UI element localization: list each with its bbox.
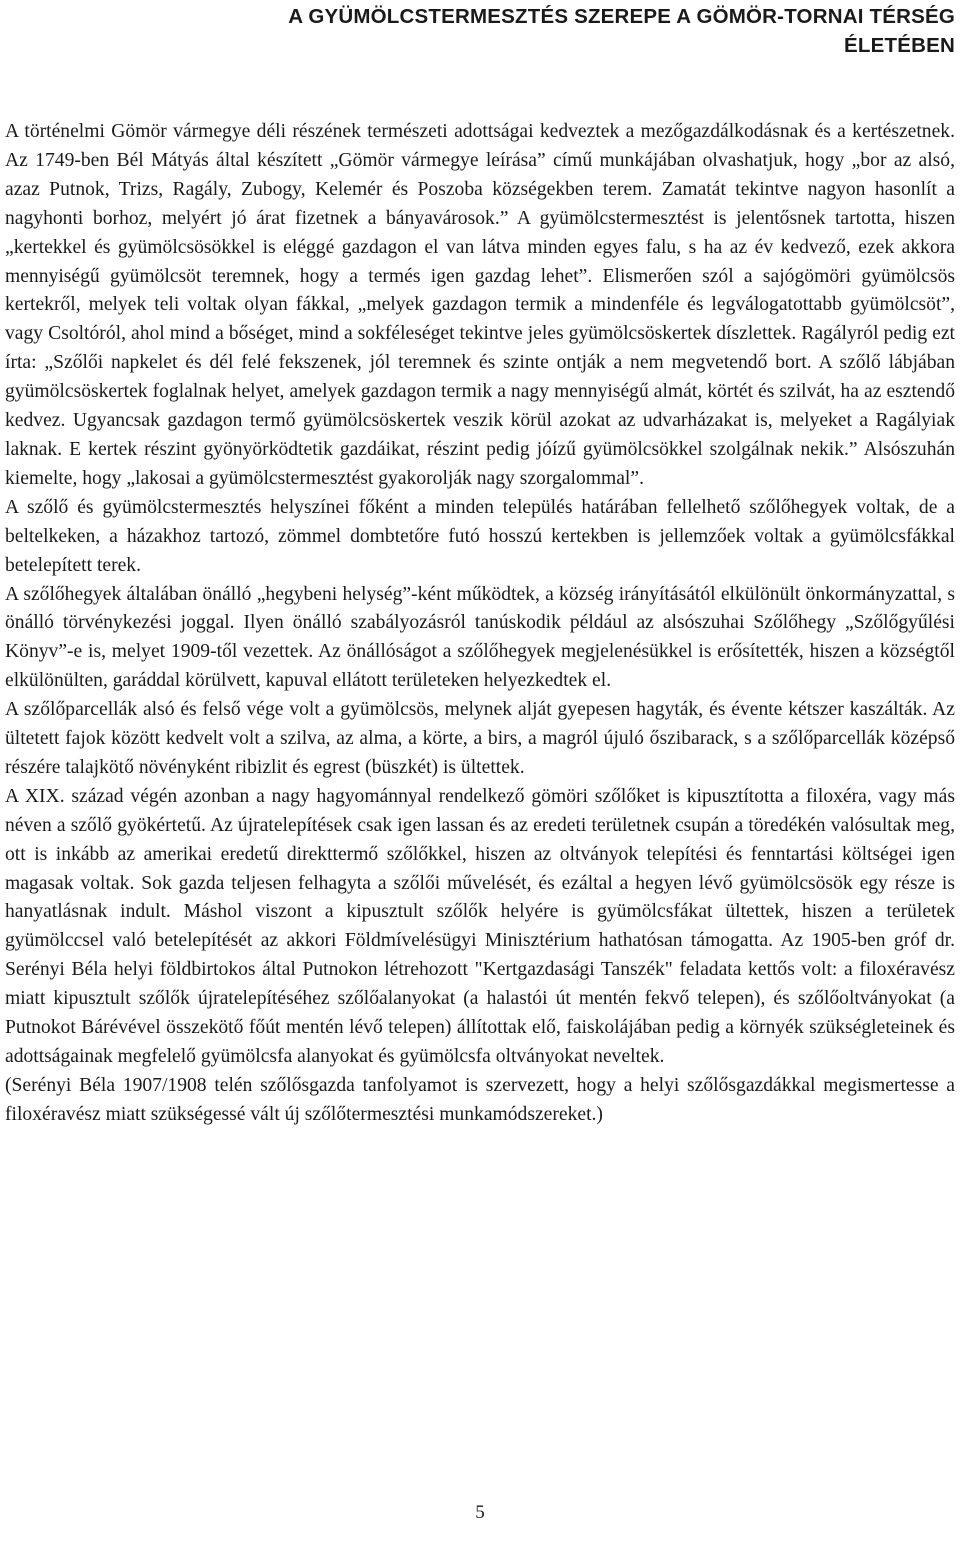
paragraph-6: (Serényi Béla 1907/1908 telén szőlősgazda tanfolyamot is szervezett, hogy a helyi szőlősgazdákkal megismertesse a filoxéravész miatt szükségessé vált új szőlőtermesztési munkamódszereket.) [5, 1074, 955, 1125]
title-line-2: ÉLETÉBEN [844, 34, 955, 57]
paragraph-1: A történelmi Gömör vármegye déli részének természeti adottságai kedveztek a mezőgazdálkodásnak és a kertészetnek. Az 1749-ben Bél Mátyás által készített „Gömör vármegye leírása” című munkájában olvashatjuk, hogy „bor az alsó, azaz Putnok, Trizs, Ragály, Zubogy, Kelemér és Poszoba községekben terem. Zamatát tekintve nagyon hasonlít a nagyhonti borhoz, melyért jó árat fizetnek a bányavárosok.” A gyümölcstermesztést is jelentősnek tartotta, hiszen „kertekkel és gyümölcsösökkel is eléggé gazdagon el van látva minden egyes falu, s ha az év kedvező, ezek akkora mennyiségű gyümölcsöt teremnek, hogy a termés igen gazdag lehet”. Elismerően szól a sajógömöri gyümölcsös kertekről, melyek teli voltak olyan fákkal, „melyek gazdagon termik a mindenféle és legválogatottabb gyümölcsöt”, vagy Csoltóról, ahol mind a bőséget, mind a sokféleséget tekintve jeles gyümölcsöskertek díszlettek. Ragályról pedig ezt írta: „Szőlői napkelet és dél felé fekszenek, jól teremnek és szinte ontják a nem megvetendő bort. A szőlő lábjában gyümölcsöskertek foglalnak helyet, amelyek gazdagon termik a nagy mennyiségű almát, körtét és szilvát, ha az esztendő kedvez. Ugyancsak gazdagon termő gyümölcsöskertek veszik körül azokat az udvarházakat is, melyeket a Ragályiak laknak. E kertek részint gyönyörködtetik gazdáikat, részint pedig jóízű gyümölcsökkel szolgálnak nekik.” Alsószuhán kiemelte, hogy „lakosai a gyümölcstermesztést gyakorolják nagy szorgalommal”. [5, 121, 955, 489]
document-page [5, 0, 955, 1130]
document-body [5, 118, 955, 1130]
paragraph-2: A szőlő és gyümölcstermesztés helyszínei főként a minden település határában fellelhető szőlőhegyek voltak, de a beltelkeken, a házakhoz tartozó, zömmel dombtetőre futó hosszú kertekben is jellemzőek voltak a gyümölcsfákkal betelepített terek. [5, 496, 955, 576]
paragraph-5: A XIX. század végén azonban a nagy hagyománnyal rendelkező gömöri szőlőket is kipusztította a filoxéra, vagy más néven a szőlő gyökértetű. Az újratelepítések csak igen lassan és az eredeti területnek csupán a töredékén valósultak meg, ott is inkább az amerikai eredetű direkttermő szőlőkkel, hiszen az oltványok telepítési és fenntartási költségei igen magasak voltak. Sok gazda teljesen felhagyta a szőlői művelését, és ezáltal a hegyen lévő gyümölcsösök egy része is hanyatlásnak indult. Máshol viszont a kipusztult szőlők helyére is gyümölcsfákat ültettek, hiszen a területek gyümölccsel való betelepítését az akkori Földmívelésügyi Minisztérium hathatósan támogatta. Az 1905-ben gróf dr. Serényi Béla helyi földbirtokos által Putnokon létrehozott "Kertgazdasági Tanszék" feladata kettős volt: a filoxéravész miatt kipusztult szőlők újratelepítéséhez szőlőalanyokat (a halastói út mentén fekvő telepen), és szőlőoltványokat (a Putnokot Bárévével összekötő főút mentén lévő telepen) állítottak elő, faiskolájában pedig a környék szükségleteinek és adottságainak megfelelő gyümölcsfa alanyokat és gyümölcsfa oltványokat neveltek. [5, 785, 955, 1067]
page-number: 5 [475, 1502, 485, 1523]
paragraph-3: A szőlőhegyek általában önálló „hegybeni helység”-ként működtek, a község irányításától elkülönült önkormányzattal, s önálló törvénykezési joggal. Ilyen önálló szabályozásról tanúskodik például az alsószuhai Szőlőhegy „Szőlőgyűlési Könyv”-e is, melyet 1909-től vezettek. Az önállóságot a szőlőhegyek megjelenésükkel is erősítették, hiszen a községtől elkülönülten, garáddal körülvett, kapuval ellátott területeken helyezkedtek el. [5, 583, 955, 692]
document-title [5, 0, 955, 60]
paragraph-4: A szőlőparcellák alsó és felső vége volt a gyümölcsös, melynek alját gyepesen hagyták, és évente kétszer kaszálták. Az ültetett fajok között kedvelt volt a szilva, az alma, a körte, a birs, a magról újuló őszibarack, s a szőlőparcellák középső részére talajkötő növényként ribizlit és egrest (büszkét) is ültettek. [5, 699, 955, 778]
title-line-1: A GYÜMÖLCSTERMESZTÉS SZEREPE A GÖMÖR-TORNAI TÉRSÉG [288, 5, 955, 28]
